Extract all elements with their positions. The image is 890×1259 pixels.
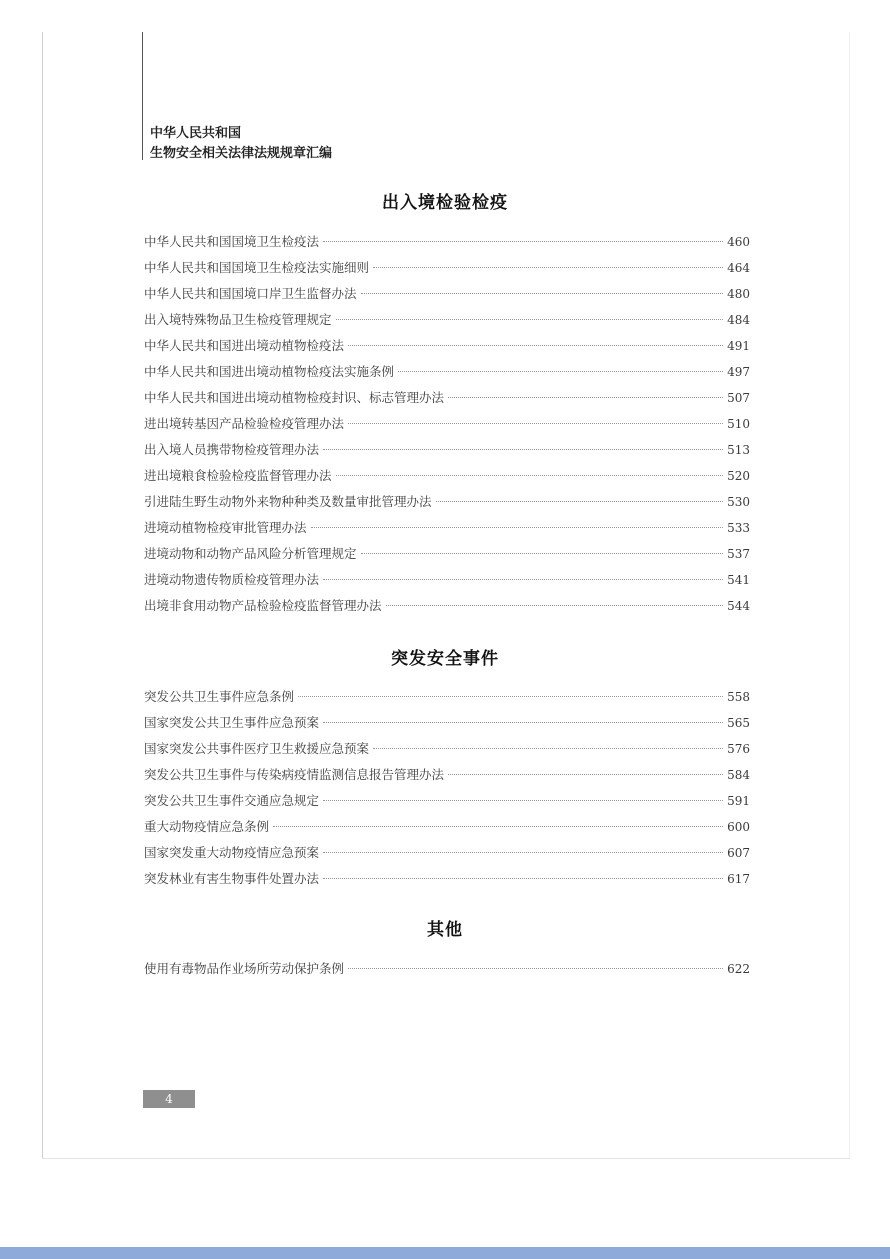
toc-entry[interactable] [144, 489, 750, 515]
toc-entry-page: 541 [727, 573, 750, 587]
toc-entry[interactable] [144, 762, 750, 788]
dot-leader [348, 968, 723, 969]
toc-entry-page: 513 [727, 443, 750, 457]
dot-leader [348, 345, 723, 346]
toc-entry-title: 中华人民共和国进出境动植物检疫封识、标志管理办法 [144, 390, 445, 405]
toc-entry[interactable] [144, 463, 750, 489]
dot-leader [323, 852, 723, 853]
toc-list-other [144, 956, 750, 982]
toc-entry-title: 重大动物疫情应急条例 [144, 819, 270, 834]
dot-leader [373, 748, 723, 749]
toc-list-entry-inspection [144, 229, 750, 619]
toc-entry[interactable] [144, 333, 750, 359]
toc-entry-page: 607 [727, 846, 750, 860]
toc-entry[interactable] [144, 788, 750, 814]
toc-entry[interactable] [144, 385, 750, 411]
dot-leader [336, 319, 724, 320]
toc-entry-page: 497 [727, 365, 750, 379]
toc-entry-page: 584 [727, 768, 750, 782]
toc-entry-page: 617 [727, 872, 750, 886]
toc-entry[interactable] [144, 411, 750, 437]
toc-entry-page: 533 [727, 521, 750, 535]
toc-entry[interactable] [144, 736, 750, 762]
toc-entry-title: 国家突发公共卫生事件应急预案 [144, 715, 320, 730]
dot-leader [373, 267, 723, 268]
bottom-accent-bar [0, 1247, 890, 1259]
header-divider [142, 32, 143, 160]
toc-entry-title: 突发林业有害生物事件处置办法 [144, 871, 320, 886]
dot-leader [386, 605, 724, 606]
toc-entry-title: 国家突发重大动物疫情应急预案 [144, 845, 320, 860]
toc-entry-page: 530 [727, 495, 750, 509]
dot-leader [336, 475, 724, 476]
toc-entry-title: 中华人民共和国国境口岸卫生监督办法 [144, 286, 357, 301]
toc-entry-page: 520 [727, 469, 750, 483]
toc-entry[interactable] [144, 567, 750, 593]
dot-leader [323, 241, 723, 242]
toc-entry[interactable] [144, 359, 750, 385]
toc-entry-title: 进出境粮食检验检疫监督管理办法 [144, 468, 332, 483]
dot-leader [311, 527, 724, 528]
toc-entry-page: 576 [727, 742, 750, 756]
dot-leader [323, 579, 723, 580]
dot-leader [448, 774, 723, 775]
toc-entry-title: 进境动植物检疫审批管理办法 [144, 520, 307, 535]
toc-entry-page: 537 [727, 547, 750, 561]
toc-entry-title: 突发公共卫生事件交通应急规定 [144, 793, 320, 808]
dot-leader [323, 878, 723, 879]
toc-entry-title: 出入境特殊物品卫生检疫管理规定 [144, 312, 332, 327]
toc-entry-page: 565 [727, 716, 750, 730]
toc-entry-title: 使用有毒物品作业场所劳动保护条例 [144, 961, 345, 976]
toc-entry-title: 突发公共卫生事件应急条例 [144, 689, 295, 704]
toc-entry[interactable] [144, 684, 750, 710]
toc-entry-page: 484 [727, 313, 750, 327]
toc-entry-title: 进境动物遗传物质检疫管理办法 [144, 572, 320, 587]
dot-leader [361, 553, 724, 554]
section-title-other: 其他 [427, 920, 463, 940]
dot-leader [298, 696, 723, 697]
section-title-entry-inspection: 出入境检验检疫 [382, 193, 508, 213]
toc-entry[interactable] [144, 229, 750, 255]
toc-entry-title: 突发公共卫生事件与传染病疫情监测信息报告管理办法 [144, 767, 445, 782]
toc-entry-title: 中华人民共和国进出境动植物检疫法 [144, 338, 345, 353]
toc-entry[interactable] [144, 515, 750, 541]
toc-entry[interactable] [144, 840, 750, 866]
toc-entry[interactable] [144, 307, 750, 333]
toc-entry-page: 510 [727, 417, 750, 431]
toc-entry-page: 558 [727, 690, 750, 704]
dot-leader [361, 293, 724, 294]
toc-entry-title: 进境动物和动物产品风险分析管理规定 [144, 546, 357, 561]
dot-leader [323, 722, 723, 723]
toc-entry-title: 国家突发公共事件医疗卫生救援应急预案 [144, 741, 370, 756]
dot-leader [348, 423, 723, 424]
toc-entry[interactable] [144, 437, 750, 463]
toc-entry[interactable] [144, 866, 750, 892]
toc-entry[interactable] [144, 814, 750, 840]
dot-leader [398, 371, 723, 372]
toc-entry[interactable] [144, 710, 750, 736]
page-number: 4 [143, 1090, 195, 1108]
toc-entry-title: 引进陆生野生动物外来物种种类及数量审批管理办法 [144, 494, 432, 509]
dot-leader [436, 501, 724, 502]
toc-entry-page: 460 [727, 235, 750, 249]
toc-entry-title: 中华人民共和国进出境动植物检疫法实施条例 [144, 364, 395, 379]
toc-entry[interactable] [144, 281, 750, 307]
toc-entry-title: 进出境转基因产品检验检疫管理办法 [144, 416, 345, 431]
book-header-line-2: 生物安全相关法律法规规章汇编 [150, 146, 333, 161]
toc-entry-title: 出境非食用动物产品检验检疫监督管理办法 [144, 598, 382, 613]
dot-leader [448, 397, 723, 398]
book-header-line-1: 中华人民共和国 [150, 126, 242, 141]
toc-entry-page: 622 [727, 962, 750, 976]
toc-entry[interactable] [144, 593, 750, 619]
toc-entry-page: 480 [727, 287, 750, 301]
dot-leader [323, 800, 723, 801]
toc-entry-title: 中华人民共和国国境卫生检疫法 [144, 234, 320, 249]
toc-entry-page: 507 [727, 391, 750, 405]
book-header [150, 124, 332, 164]
toc-entry-page: 591 [727, 794, 750, 808]
dot-leader [273, 826, 723, 827]
dot-leader [323, 449, 723, 450]
toc-entry-page: 600 [727, 820, 750, 834]
toc-entry[interactable] [144, 956, 750, 982]
toc-entry-title: 出入境人员携带物检疫管理办法 [144, 442, 320, 457]
toc-entry[interactable] [144, 255, 750, 281]
toc-entry-page: 491 [727, 339, 750, 353]
toc-entry-page: 464 [727, 261, 750, 275]
section-title-emergency-events: 突发安全事件 [391, 649, 499, 669]
toc-entry[interactable] [144, 541, 750, 567]
toc-entry-page: 544 [727, 599, 750, 613]
toc-entry-title: 中华人民共和国国境卫生检疫法实施细则 [144, 260, 370, 275]
toc-list-emergency-events [144, 684, 750, 892]
